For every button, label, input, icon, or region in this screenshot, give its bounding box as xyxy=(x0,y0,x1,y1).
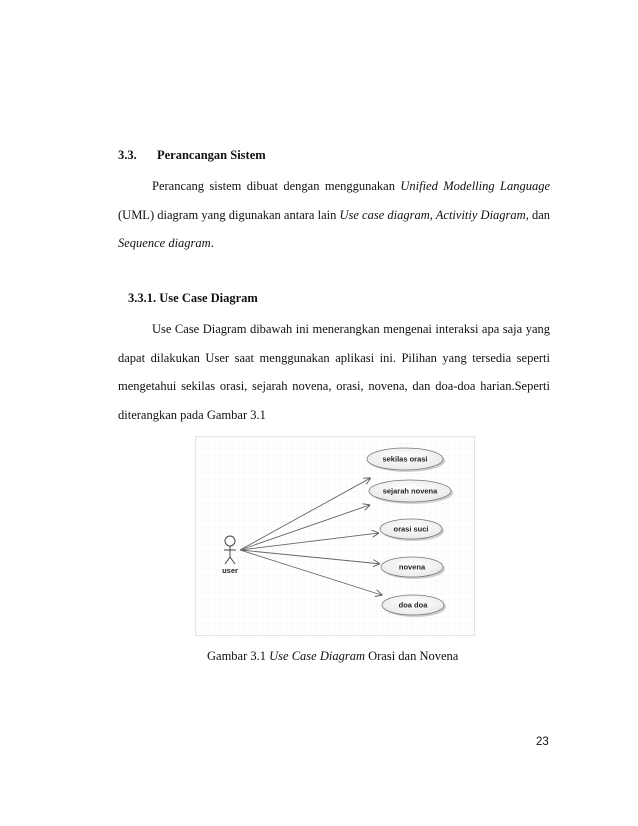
page-number: 23 xyxy=(536,736,549,748)
italic-term: Sequence diagram xyxy=(118,236,211,250)
italic-term: Unified Modelling Language xyxy=(400,179,550,193)
use-case-label: sekilas orasi xyxy=(382,454,428,464)
figure-caption xyxy=(207,649,458,664)
use-case-label: orasi suci xyxy=(393,524,429,534)
paragraph-text: . xyxy=(210,236,214,250)
use-case-diagram-figure xyxy=(195,436,475,636)
section-number: 3.3. xyxy=(118,148,137,162)
use-case-diagram xyxy=(196,437,474,635)
subsection-title: 3.3.1. Use Case Diagram xyxy=(128,291,258,305)
caption-prefix: Gambar 3.1 xyxy=(207,649,270,663)
caption-suffix: Orasi dan Novena xyxy=(364,649,459,663)
use-case-label: sejarah novena xyxy=(382,486,438,496)
italic-term: Use case diagram, Activitiy Diagram xyxy=(339,207,526,222)
actor-label: user xyxy=(222,566,238,575)
subsection-paragraph xyxy=(118,315,550,429)
caption-italic: Use Case Diagram xyxy=(269,649,365,663)
actor-head xyxy=(225,536,235,546)
paragraph-text: Perancang sistem dibuat dengan menggunakan xyxy=(152,179,401,193)
use-case-label: doa doa xyxy=(398,600,428,610)
section-paragraph xyxy=(118,172,550,258)
paragraph-text: , dan xyxy=(525,207,550,222)
use-case-label: novena xyxy=(398,562,426,572)
subsection-paragraph-text: Use Case Diagram dibawah ini menerangkan mengenai interaksi apa saja yang dapat dilakukan User saat menggunakan aplikasi ini. Pilihan yang tersedia seperti mengetahui sekilas orasi, sejarah novena, orasi, novena, dan doa-doa harian.Seperti diterangkan pada Gambar 3.1 xyxy=(118,322,550,422)
paragraph-text: (UML) diagram yang digunakan antara lain xyxy=(118,207,340,222)
section-title: Perancangan Sistem xyxy=(157,148,266,162)
